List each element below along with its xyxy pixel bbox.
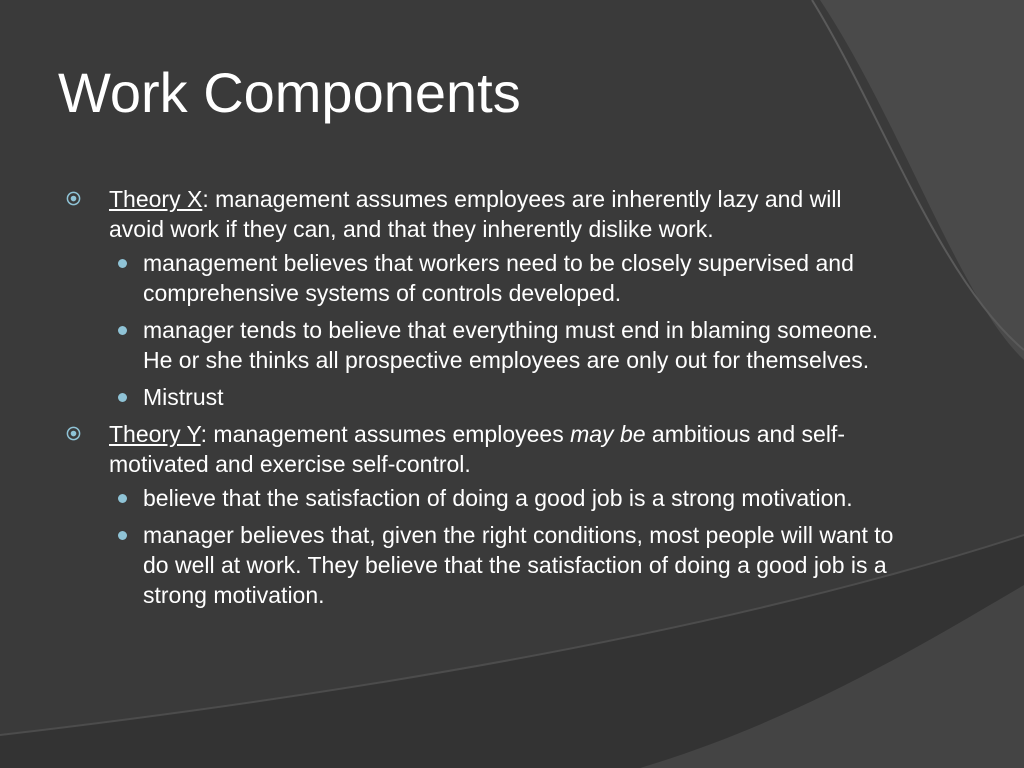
list-item-theory-y-sub-2 [66,520,896,610]
sub-item-text: believe that the satisfaction of doing a good job is a strong motivation. [143,485,853,511]
list-item-theory-x-sub-3 [66,382,896,412]
slide-title: Work Components [58,61,521,124]
sub-item-text: Mistrust [143,384,224,410]
sub-item-text: manager believes that, given the right conditions, most people will want to do well at work. They believe that the satisfaction of doing a good job is a strong motivation. [143,522,894,608]
theory-x-description: management assumes employees are inherently lazy and will avoid work if they can, and that they inherently dislike work. [109,186,842,242]
list-item-theory-x-sub-2 [66,315,896,375]
filled-dot-icon [118,259,127,268]
filled-dot-icon [118,393,127,402]
term-theory-y: Theory Y [109,421,201,447]
filled-dot-icon [118,531,127,540]
list-item-theory-y-sub-1 [66,483,896,513]
term-separator: : [202,186,209,212]
sub-item-text: manager tends to believe that everything must end in blaming someone. He or she thinks all prospective employees are only out for themselves. [143,317,879,373]
term-separator: : [200,421,208,447]
filled-dot-icon [118,494,127,503]
theory-y-description-end: ambitious and self-motivated and exercise self-control. [109,421,845,477]
list-item-theory-y [66,419,896,479]
circle-dot-icon [66,191,81,206]
list-item-theory-x [66,184,896,244]
bullet-list [66,184,896,617]
term-theory-x: Theory X [109,186,203,212]
theory-y-emphasis: may be [570,421,646,447]
circle-dot-icon [66,426,81,441]
filled-dot-icon [118,326,127,335]
sub-item-text: management believes that workers need to be closely supervised and comprehensive systems of controls developed. [143,250,854,306]
theory-y-description-start: management assumes employees [207,421,571,447]
list-item-theory-x-sub-1 [66,248,896,308]
